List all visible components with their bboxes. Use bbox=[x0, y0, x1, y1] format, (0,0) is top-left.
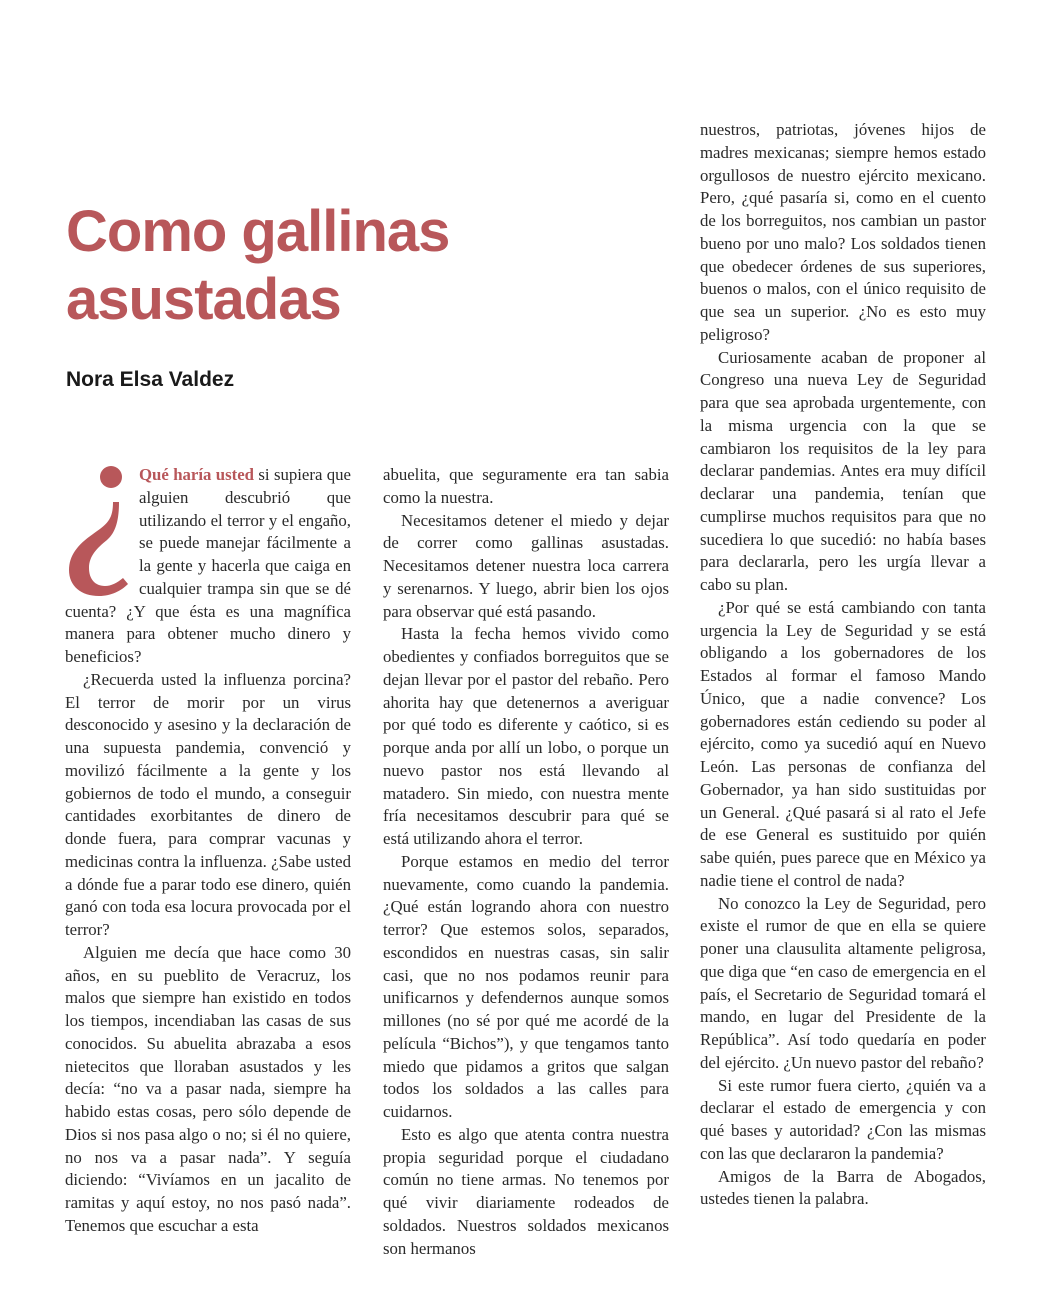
paragraph: Necesitamos detener el miedo y dejar de correr como gallinas asustadas. Necesitamos detener nuestra loca carrera y serenarnos. Y luego, abrir bien los ojos para observar qué está pasando. bbox=[383, 510, 669, 621]
paragraph: Alguien me decía que hace como 30 años, en su pueblito de Veracruz, los malos que siempre han existido en todos los tiempos, incendiaban las casas de sus conocidos. Su abuelita abrazaba a esos nietecitos que lloraban asustados y les decía: “no va a pasar nada, siempre ha habido estas cosas, pero sólo depende de Dios si nos pasa algo o no; si él no quiere, no nos va a pasar nada”. Y seguía diciendo: “Vivíamos en un jacalito de ramitas y aquí estoy, no nos pasó nada”. Tenemos que escuchar a esta bbox=[65, 942, 351, 1235]
paragraph: Si este rumor fuera cierto, ¿quién va a declarar el estado de emergencia y con qué bases y autoridad? ¿Con las mismas con las que declararon la pandemia? bbox=[700, 1075, 986, 1163]
article-title bbox=[66, 198, 486, 334]
paragraph: nuestros, patriotas, jóvenes hijos de madres mexicanas; siempre hemos estado orgullosos de nuestro ejército mexicano. Pero, ¿qué pasaría si, como en el cuento de los borreguitos, nos cambian un pastor bueno por uno malo? Los soldados tienen que obedecer órdenes de sus superiores, buenos o malos, con el único requisito de que sea un superior. ¿No es esto muy peligroso? bbox=[700, 120, 986, 344]
paragraph: Esto es algo que atenta contra nuestra propia seguridad porque el ciudadano común no tiene armas. No tenemos por qué vivir diariamente rodeados de soldados. Nuestros soldados mexicanos son hermanos bbox=[383, 1124, 669, 1258]
drop-cap-question-mark-icon bbox=[65, 464, 129, 598]
drop-cap bbox=[65, 464, 129, 598]
paragraph: abuelita, que seguramente era tan sabia como la nuestra. bbox=[383, 465, 669, 507]
paragraph: Porque estamos en medio del terror nuevamente, como cuando la pandemia. ¿Qué están logrando ahora con nuestro terror? Que estemos solos, separados, escondidos en nuestras casas, sin salir casi, que no nos podamos reunir para unificarnos y defendernos aunque somos millones (no sé por qué me acordé de la película “Bichos”), y que tengamos tanto miedo que pidamos a gritos que salgan todos los soldados a las calles para cuidarnos. bbox=[383, 851, 669, 1121]
article-title-line-1: Como gallinas bbox=[66, 199, 450, 264]
text-column-3 bbox=[700, 119, 986, 1211]
paragraph bbox=[65, 464, 351, 669]
paragraph: Curiosamente acaban de proponer al Congreso una nueva Ley de Seguridad para que sea aprobada urgentemente, con la misma urgencia con la que se cambiaron los requisitos de la ley para declarar pandemias. Antes era muy difícil declarar una pandemia, tenían que cumplirse muchos requisitos para que no sucediera lo que sucedió: no había bases para declararla, pero les urgía llevar a cabo su plan. bbox=[700, 347, 986, 594]
lead-in: Qué haría usted bbox=[139, 465, 255, 484]
paragraph: Hasta la fecha hemos vivido como obedientes y confiados borreguitos que se dejan llevar por el pastor del rebaño. Pero ahorita hay que detenernos a averiguar por qué todo es diferente y caótico, si es porque anda por allí un lobo, o porque un nuevo pastor nos está llevando al matadero. Sin miedo, con nuestra mente fría necesitamos descubrir para qué se está utilizando ahora el terror. bbox=[383, 624, 669, 848]
paragraph: ¿Por qué se está cambiando con tanta urgencia la Ley de Seguridad y se está obligando a los gobernadores de los Estados al formar el famoso Mando Único, que a nadie convence? Los gobernadores están cediendo su poder al ejército, como ya sucedió aquí en Nuevo León. Las personas de confianza del Gobernador, ya han sido sustituidas por un General. ¿Qué pasará si al rato el Jefe de ese General es sustituido por quién sabe quién, pues parece que en México ya nadie tiene el control de nada? bbox=[700, 597, 986, 890]
text-column-2 bbox=[383, 464, 669, 1260]
text-column-1 bbox=[65, 464, 351, 1238]
article-title-line-2: asustadas bbox=[66, 267, 341, 332]
article-author: Nora Elsa Valdez bbox=[66, 368, 235, 391]
paragraph: Amigos de la Barra de Abogados, ustedes tienen la palabra. bbox=[700, 1166, 986, 1209]
paragraph: No conozco la Ley de Seguridad, pero existe el rumor de que en ella se quiere poner una clausulita altamente peligrosa, que diga que “en caso de emergencia en el país, el Secretario de Seguridad tomará el mando, en lugar del Presidente de la República”. Así todo quedaría en poder del ejército. ¿Un nuevo pastor del rebaño? bbox=[700, 893, 986, 1072]
paragraph: ¿Recuerda usted la influenza porcina? El terror de morir por un virus desconocido y asesino y la declaración de una supuesta pandemia, convenció y movilizó fácilmente a la gente y los gobiernos de todo el mundo, a conseguir cantidades exorbitantes de dinero de donde fuera, para comprar vacunas y medicinas contra la influenza. ¿Sabe usted a dónde fue a parar todo ese dinero, quién ganó con toda esa locura provocada por el terror? bbox=[65, 669, 351, 939]
paragraph-text: si supiera que alguien descubrió que utilizando el terror y el engaño, se puede manejar fácilmente a la gente y hacerla que caiga en cualquier trampa sin que se dé cuenta? ¿Y que ésta es una magnífica manera para obtener mucho dinero y beneficios? bbox=[65, 465, 352, 666]
